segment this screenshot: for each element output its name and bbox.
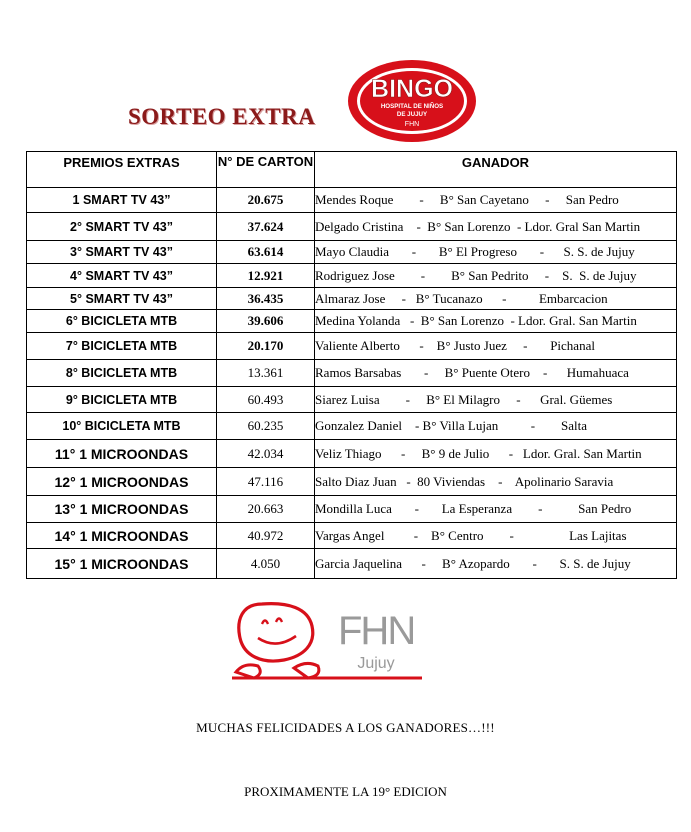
table-row xyxy=(27,333,677,360)
table-row xyxy=(27,288,677,310)
card-cell: 4.050 xyxy=(217,549,315,579)
bingo-logo-sub2: DE JUJUY xyxy=(396,111,428,118)
table-row xyxy=(27,387,677,413)
smile-face-eye-left xyxy=(262,621,268,625)
prize-cell: 2° SMART TV 43” xyxy=(27,213,217,241)
prize-cell: 10° BICICLETA MTB xyxy=(27,413,217,440)
table-row xyxy=(27,264,677,288)
winner-cell: Ramos Barsabas - B° Puente Otero - Humahuaca xyxy=(315,360,677,387)
prize-cell: 12° 1 MICROONDAS xyxy=(27,468,217,496)
table-header-row xyxy=(27,152,677,188)
table-row xyxy=(27,360,677,387)
smile-face-outline xyxy=(239,604,313,661)
winner-cell: Vargas Angel - B° Centro - Las Lajitas xyxy=(315,523,677,549)
winner-cell: Rodriguez Jose - B° San Pedrito - S. S. de Jujuy xyxy=(315,264,677,288)
card-cell: 63.614 xyxy=(217,241,315,264)
smile-face-hand-left xyxy=(236,665,260,678)
fhn-text: FHN xyxy=(338,609,415,653)
page-title: SORTEO EXTRA xyxy=(128,104,316,129)
card-cell: 42.034 xyxy=(217,440,315,468)
next-edition-text: PROXIMAMENTE LA 19° EDICION xyxy=(244,784,447,799)
bingo-logo xyxy=(346,58,478,144)
prize-cell: 3° SMART TV 43” xyxy=(27,241,217,264)
card-cell: 40.972 xyxy=(217,523,315,549)
prize-cell: 11° 1 MICROONDAS xyxy=(27,440,217,468)
table-row xyxy=(27,496,677,523)
prize-cell: 8° BICICLETA MTB xyxy=(27,360,217,387)
table-row xyxy=(27,188,677,213)
winner-cell: Delgado Cristina - B° San Lorenzo - Ldor. Gral San Martin xyxy=(315,213,677,241)
prize-cell: 1 SMART TV 43” xyxy=(27,188,217,213)
card-cell: 12.921 xyxy=(217,264,315,288)
table-row xyxy=(27,440,677,468)
prize-cell: 5° SMART TV 43” xyxy=(27,288,217,310)
card-cell: 13.361 xyxy=(217,360,315,387)
card-cell: 60.493 xyxy=(217,387,315,413)
winner-cell: Valiente Alberto - B° Justo Juez - Pichanal xyxy=(315,333,677,360)
winner-cell: Mondilla Luca - La Esperanza - San Pedro xyxy=(315,496,677,523)
bingo-logo-sub1: HOSPITAL DE NIÑOS xyxy=(380,103,444,110)
card-cell: 20.663 xyxy=(217,496,315,523)
header-card-number: N° DE CARTON xyxy=(217,152,315,188)
prize-cell: 9° BICICLETA MTB xyxy=(27,387,217,413)
table-row xyxy=(27,549,677,579)
prize-cell: 15° 1 MICROONDAS xyxy=(27,549,217,579)
fhn-jujuy-logo xyxy=(232,598,428,682)
card-cell: 47.116 xyxy=(217,468,315,496)
winner-cell: Mendes Roque - B° San Cayetano - San Pedro xyxy=(315,188,677,213)
winner-cell: Medina Yolanda - B° San Lorenzo - Ldor. Gral. San Martin xyxy=(315,310,677,333)
winner-cell: Salto Diaz Juan - 80 Viviendas - Apolinario Saravia xyxy=(315,468,677,496)
card-cell: 60.235 xyxy=(217,413,315,440)
prize-cell: 4° SMART TV 43” xyxy=(27,264,217,288)
winner-cell: Almaraz Jose - B° Tucanazo - Embarcacion xyxy=(315,288,677,310)
winner-cell: Siarez Luisa - B° El Milagro - Gral. Güemes xyxy=(315,387,677,413)
smile-face-eye-right xyxy=(276,619,282,623)
winner-cell: Veliz Thiago - B° 9 de Julio - Ldor. Gral. San Martin xyxy=(315,440,677,468)
smile-face-mouth xyxy=(258,636,296,644)
congratulations-text: MUCHAS FELICIDADES A LOS GANADORES…!!! xyxy=(196,720,495,735)
prizes-table xyxy=(26,151,677,579)
header-prize: PREMIOS EXTRAS xyxy=(27,152,217,188)
winner-cell: Gonzalez Daniel - B° Villa Lujan - Salta xyxy=(315,413,677,440)
bingo-logo-text: BINGO xyxy=(371,75,453,103)
table-row xyxy=(27,413,677,440)
table-row xyxy=(27,523,677,549)
header-winner: GANADOR xyxy=(315,152,677,188)
prize-cell: 13° 1 MICROONDAS xyxy=(27,496,217,523)
card-cell: 36.435 xyxy=(217,288,315,310)
prize-cell: 7° BICICLETA MTB xyxy=(27,333,217,360)
jujuy-text: Jujuy xyxy=(357,655,395,672)
prize-cell: 6° BICICLETA MTB xyxy=(27,310,217,333)
bingo-logo-mark: FHN xyxy=(404,121,420,128)
smile-face-hand-right xyxy=(294,663,319,678)
winner-cell: Mayo Claudia - B° El Progreso - S. S. de Jujuy xyxy=(315,241,677,264)
card-cell: 39.606 xyxy=(217,310,315,333)
card-cell: 20.675 xyxy=(217,188,315,213)
table-row xyxy=(27,310,677,333)
table-row xyxy=(27,213,677,241)
table-row xyxy=(27,468,677,496)
card-cell: 20.170 xyxy=(217,333,315,360)
prize-cell: 14° 1 MICROONDAS xyxy=(27,523,217,549)
winner-cell: Garcia Jaquelina - B° Azopardo - S. S. de Jujuy xyxy=(315,549,677,579)
card-cell: 37.624 xyxy=(217,213,315,241)
table-row xyxy=(27,241,677,264)
